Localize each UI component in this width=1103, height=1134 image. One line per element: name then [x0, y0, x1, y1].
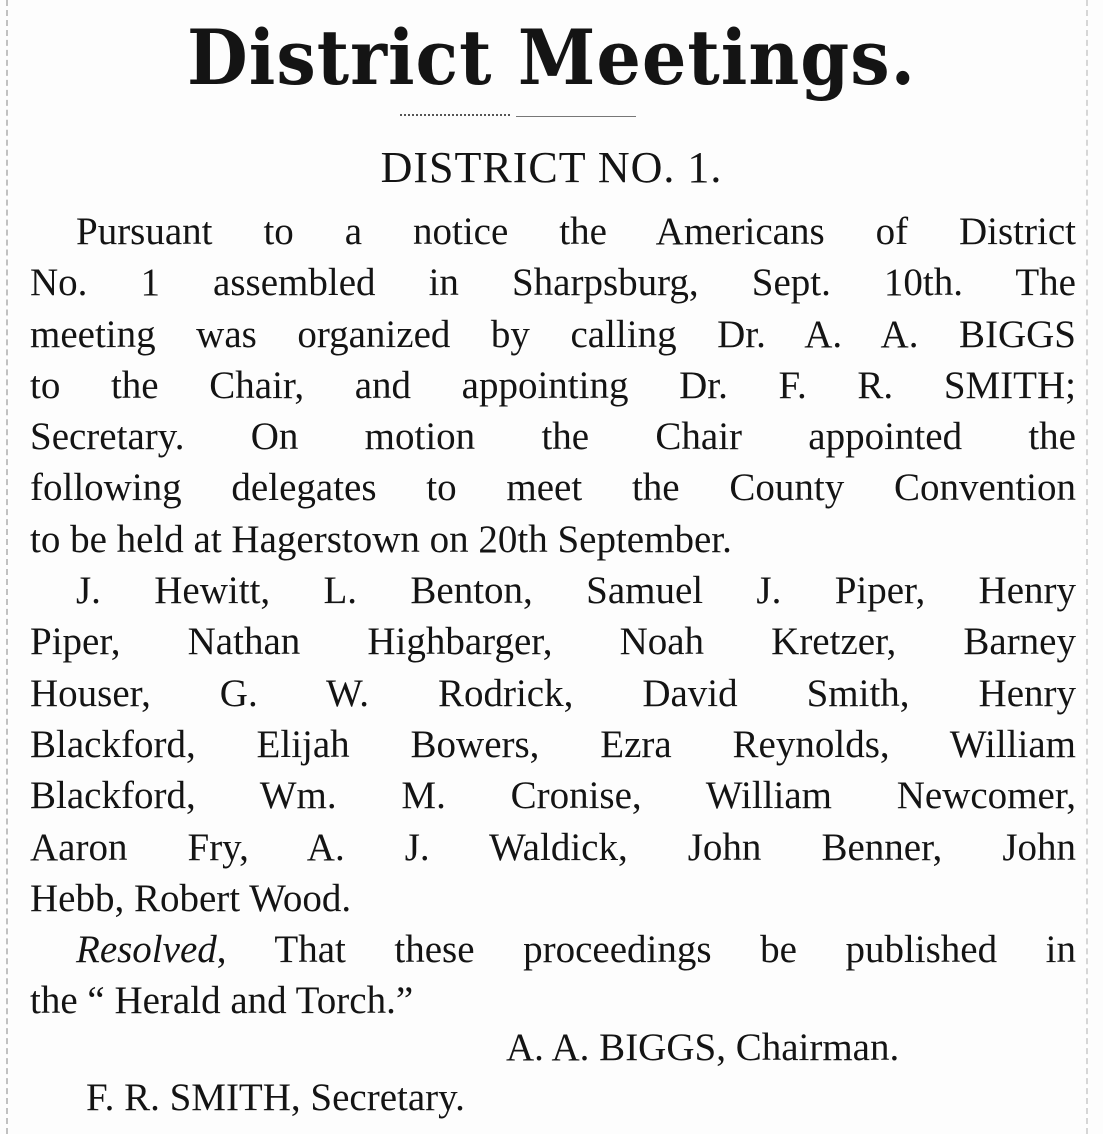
delegate-list-line: J. Hewitt, L. Benton, Samuel J. Piper, Henry	[76, 569, 1076, 613]
delegate-list-line: Hebb, Robert Wood.	[30, 876, 352, 920]
headline: District Meetings.	[187, 12, 916, 103]
headline-divider-right	[516, 116, 636, 117]
paragraph-1-line: following delegates to meet the County Convention	[30, 466, 1076, 510]
resolution-line-2: the “ Herald and Torch.”	[30, 979, 414, 1023]
resolved-word: Resolved	[76, 928, 217, 972]
delegate-list-line: Blackford, Wm. M. Cronise, William Newcomer,	[30, 774, 1076, 818]
paragraph-1-line: Pursuant to a notice the Americans of District	[76, 210, 1076, 253]
delegate-list-line: Aaron Fry, A. J. Waldick, John Benner, John	[30, 825, 1076, 869]
secretary-signature: F. R. SMITH, Secretary.	[86, 1076, 465, 1119]
district-subhead: DISTRICT NO. 1.	[380, 143, 723, 192]
delegate-list-line: Piper, Nathan Highbarger, Noah Kretzer, Barney	[30, 620, 1076, 664]
paragraph-1-line: to the Chair, and appointing Dr. F. R. SMITH;	[30, 363, 1076, 407]
paragraph-1-line: No. 1 assembled in Sharpsburg, Sept. 10th. The	[30, 261, 1076, 305]
resolution-text: , That these proceedings be published in	[216, 928, 1076, 972]
paragraph-1-line: meeting was organized by calling Dr. A. A. BIGGS	[30, 312, 1076, 356]
headline-divider	[400, 114, 510, 116]
delegate-list-line: Houser, G. W. Rodrick, David Smith, Henry	[30, 671, 1076, 715]
resolution-line	[30, 924, 1076, 975]
paragraph-1-line: to be held at Hagerstown on 20th September.	[30, 517, 732, 561]
delegate-list-line: Blackford, Elijah Bowers, Ezra Reynolds, William	[30, 722, 1076, 766]
chairman-signature: A. A. BIGGS, Chairman.	[506, 1026, 900, 1069]
article-body	[30, 206, 1076, 1027]
paragraph-1-line: Secretary. On motion the Chair appointed the	[30, 415, 1076, 459]
